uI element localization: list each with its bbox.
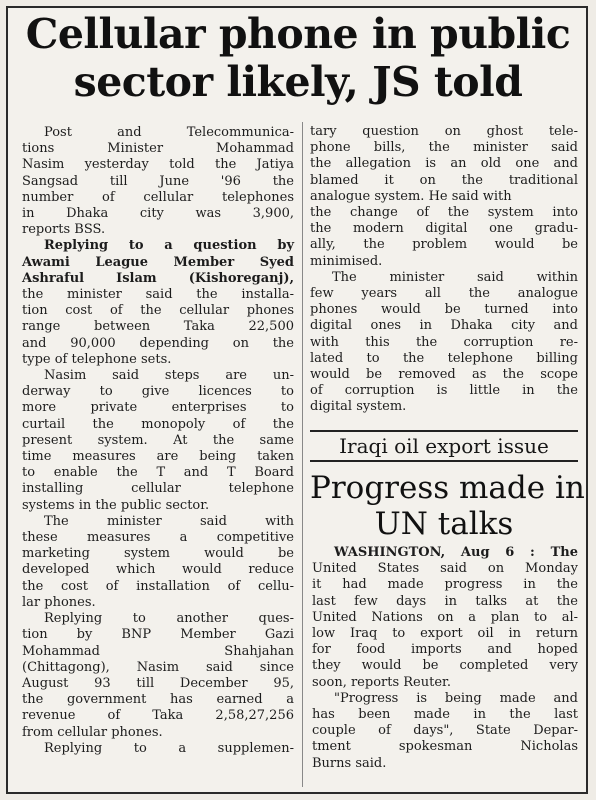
right-column-article-continued: [310, 124, 578, 416]
second-story-kicker: Iraqi oil export issue: [310, 430, 578, 462]
text-line: revenue of Taka 2,58,27,256: [22, 708, 294, 724]
text-line: would be removed as the scope: [310, 367, 578, 383]
text-line: (Chittagong), Nasim said since: [22, 659, 294, 675]
text-line: in Dhaka city was 3,900,: [22, 206, 294, 222]
text-line: more private enterprises to: [22, 400, 294, 416]
text-line: Nasim yesterday told the Jatiya: [22, 157, 294, 173]
headline-line-1: Cellular phone in public: [25, 10, 571, 58]
second-headline-line-1: Progress made in: [310, 470, 585, 506]
text-line: time measures are being taken: [22, 449, 294, 465]
text-line: "Progress is being made and: [334, 690, 578, 706]
text-line: analogue system. He said with: [310, 188, 512, 204]
text-line: August 93 till December 95,: [22, 675, 294, 691]
second-story-headline: [310, 470, 585, 542]
text-line: WASHINGTON, Aug 6 : The: [334, 545, 578, 560]
text-line: phones would be turned into: [310, 302, 578, 318]
text-line: systems in the public sector.: [22, 497, 210, 513]
text-line: the cost of installation of cellu-: [22, 578, 294, 594]
text-line: for food imports and hoped: [312, 642, 578, 658]
text-line: present system. At the same: [22, 432, 294, 448]
text-line: and 90,000 depending on the: [22, 335, 294, 351]
text-line: number of cellular telephones: [22, 189, 294, 205]
text-line: The minister said with: [44, 513, 294, 529]
text-line: type of telephone sets.: [22, 351, 172, 367]
text-line: Burns said.: [312, 755, 387, 771]
text-line: United States said on Monday: [312, 561, 578, 577]
text-line: Replying to a question by: [44, 238, 294, 254]
text-line: tion cost of the cellular phones: [22, 303, 294, 319]
text-line: range between Taka 22,500: [22, 319, 294, 335]
text-line: couple of days", State Depar-: [312, 723, 578, 739]
text-line: marketing system would be: [22, 546, 294, 562]
column-divider: [302, 122, 303, 787]
text-line: Replying to a supplemen-: [44, 740, 294, 756]
text-line: few years all the analogue: [310, 286, 578, 302]
text-line: the modern digital one gradu-: [310, 221, 578, 237]
left-column-article: [22, 125, 294, 757]
text-line: from cellular phones.: [22, 724, 163, 740]
text-line: The minister said within: [332, 269, 578, 285]
text-line: the change of the system into: [310, 205, 578, 221]
text-line: the government has earned a: [22, 692, 294, 708]
text-line: tion by BNP Member Gazi: [22, 627, 294, 643]
text-line: last few days in talks at the: [312, 593, 578, 609]
text-line: low Iraq to export oil in return: [312, 626, 578, 642]
text-line: developed which would reduce: [22, 562, 294, 578]
second-headline-line-2: UN talks: [374, 506, 514, 542]
text-line: soon, reports Reuter.: [312, 674, 451, 690]
text-line: tions Minister Mohammad: [22, 141, 294, 157]
text-line: digital ones in Dhaka city and: [310, 318, 578, 334]
text-line: Post and Telecommunica-: [44, 125, 294, 140]
text-line: the minister said the installa-: [22, 287, 294, 303]
text-line: phone bills, the minister said: [310, 140, 578, 156]
text-line: the allegation is an old one and: [310, 156, 578, 172]
text-line: installing cellular telephone: [22, 481, 294, 497]
text-line: derway to give licences to: [22, 384, 294, 400]
text-line: Awami League Member Syed: [22, 254, 294, 270]
text-line: reports BSS.: [22, 222, 106, 238]
text-line: lated to the telephone billing: [310, 350, 578, 366]
text-line: curtail the monopoly of the: [22, 416, 294, 432]
text-line: blamed it on the traditional: [310, 172, 578, 188]
headline-line-2: sector likely, JS told: [73, 58, 523, 106]
text-line: of corruption is little in the: [310, 383, 578, 399]
text-line: lar phones.: [22, 594, 96, 610]
text-line: has been made in the last: [312, 707, 578, 723]
text-line: United Nations on a plan to al-: [312, 609, 578, 625]
text-line: minimised.: [310, 253, 383, 269]
text-line: Mohammad Shahjahan: [22, 643, 294, 659]
text-line: they would be completed very: [312, 658, 578, 674]
text-line: Replying to another ques-: [44, 611, 294, 627]
text-line: tary question on ghost tele-: [310, 124, 578, 139]
main-headline: [8, 10, 588, 106]
text-line: Nasim said steps are un-: [44, 368, 294, 384]
text-line: Sangsad till June '96 the: [22, 173, 294, 189]
text-line: ally, the problem would be: [310, 237, 578, 253]
text-line: Ashraful Islam (Kishoreganj),: [22, 270, 294, 286]
text-line: these measures a competitive: [22, 530, 294, 546]
text-line: it had made progress in the: [312, 577, 578, 593]
text-line: to enable the T and T Board: [22, 465, 294, 481]
text-line: with this the corruption re-: [310, 334, 578, 350]
second-story-body: [312, 545, 578, 772]
text-line: tment spokesman Nicholas: [312, 739, 578, 755]
text-line: digital system.: [310, 399, 407, 415]
